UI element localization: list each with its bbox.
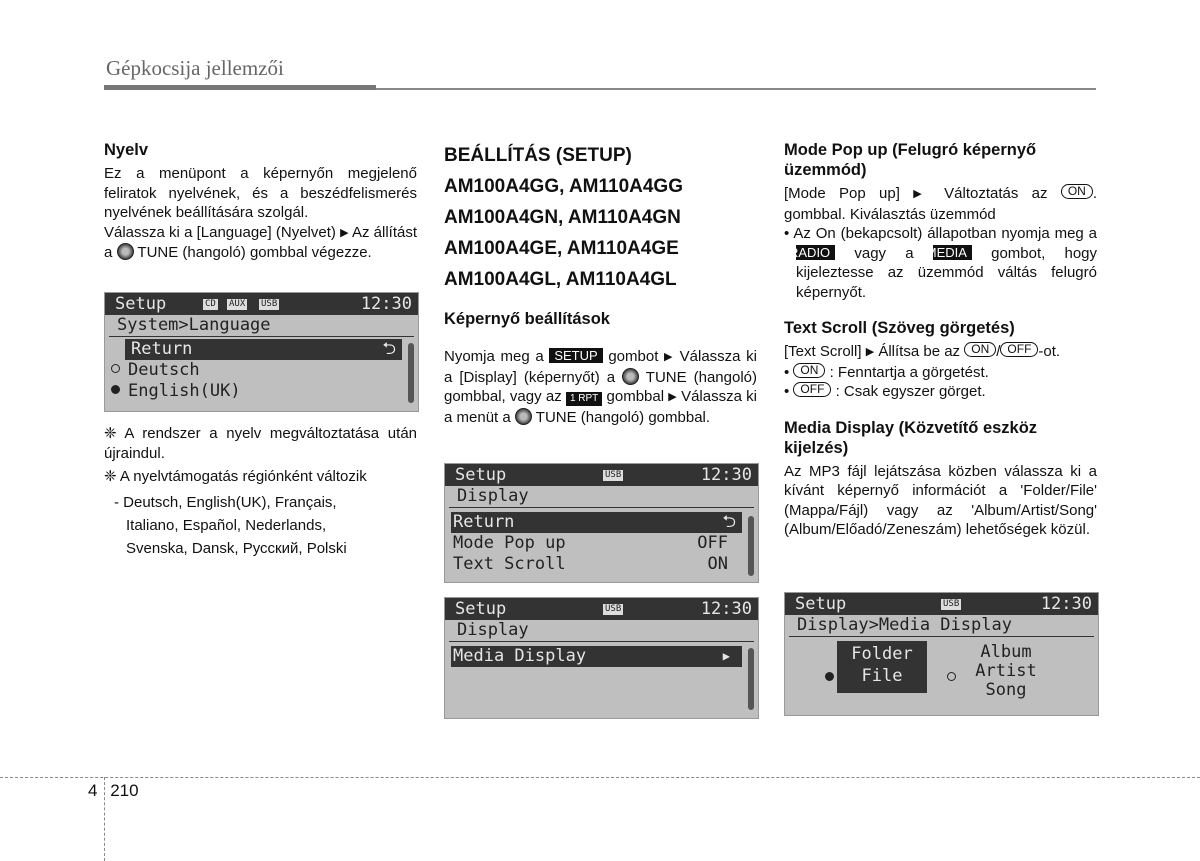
menu-item-text-scroll[interactable]: Text Scroll ON <box>453 554 728 574</box>
screen-path: System>Language <box>109 315 414 337</box>
screen-path: Display>Media Display <box>789 615 1094 637</box>
usb-badge: USB <box>943 599 960 609</box>
option-album-artist-song[interactable]: Album Artist Song <box>975 642 1037 700</box>
model-heading: AM100A4GG, AM110A4GG <box>444 176 683 197</box>
usb-badge: USB <box>261 299 278 309</box>
tune-knob-icon <box>622 368 639 385</box>
arrow-right-icon: ▶ <box>664 351 674 363</box>
radio-icon <box>111 364 120 373</box>
setup-button: SETUP <box>549 348 602 363</box>
paragraph: [Text Scroll] ▶ Állítsa be az ON / OFF -ot. <box>784 342 1061 360</box>
media-display-screen: Setup USB 12:30 Display>Media Display Folder File Album Artist Song <box>784 592 1099 716</box>
radio-icon <box>947 672 956 681</box>
main-heading: BEÁLLÍTÁS (SETUP) <box>444 145 632 166</box>
paragraph: Nyomja meg a SETUP gombot ▶ Válassza ki a [Display] (képernyőt) a TUNE (hangoló) gombbal, vagy az 1 RPT gombbal ▶ Válassza ki a menüt a TUNE (hangoló) gombbal. <box>444 348 757 426</box>
paragraph: [Mode Pop up] ▶ Változtatás az ON . gombbal. Kiválasztás üzemmód <box>784 184 1098 223</box>
header-bar <box>104 85 376 90</box>
note: ❈ A nyelvtámogatás régiónként változik <box>104 468 367 485</box>
column-language <box>104 140 417 263</box>
page-number: 4 210 <box>88 781 139 800</box>
menu-item-return[interactable]: Return ⮌ <box>451 512 742 533</box>
section-heading: Media Display (Közvetítő eszköz kijelzés) <box>784 418 1038 457</box>
footer-rule <box>0 777 1200 778</box>
return-icon: ⮌ <box>722 512 736 532</box>
section-heading: Mode Pop up (Felugró képernyő üzemmód) <box>784 141 1037 179</box>
radio-selected-icon <box>111 385 120 394</box>
return-icon: ⮌ <box>382 339 396 359</box>
note: ❈ A rendszer a nyelv megváltoztatása után újraindul. <box>104 425 417 462</box>
rpt-button: 1 RPT <box>566 392 602 406</box>
notes <box>104 424 417 560</box>
bullet: • ON : Fenntartja a görgetést. <box>784 362 989 381</box>
screen-topbar <box>105 293 418 315</box>
arrow-right-icon: ▶ <box>913 188 931 200</box>
menu-item-deutsch[interactable]: Deutsch <box>105 360 418 381</box>
header-title: Gépkocsija jellemzői <box>106 56 284 80</box>
off-button: OFF <box>793 382 831 397</box>
column-setup <box>444 140 757 427</box>
arrow-right-icon: ▶ <box>865 346 875 358</box>
menu-item-return[interactable]: Return ⮌ <box>125 339 402 360</box>
option-folder-file[interactable]: Folder File <box>837 641 927 693</box>
column-options <box>784 140 1097 540</box>
language-screen <box>104 292 419 412</box>
section-heading: Nyelv <box>104 141 149 159</box>
bullet: • Az On (bekapcsolt) állapotban nyomja meg a RADIO vagy a MEDIA gombot, hogy kijeleztesse az üzemmód váltás felugró képernyőt. <box>784 225 1098 301</box>
display-screen: Setup USB 12:30 Display Return ⮌ Mode Pop up OFF Text Scroll ON <box>444 463 759 583</box>
media-display-menu-screen: Setup USB 12:30 Display Media Display ▶ <box>444 597 759 719</box>
scrollbar[interactable] <box>408 343 414 403</box>
paragraph: Válassza ki a [Language] (Nyelvet) ▶ Az állítást a TUNE (hangoló) gombbal végezze. <box>104 223 418 261</box>
section-heading: Text Scroll (Szöveg görgetés) <box>784 319 1015 337</box>
cd-badge: CD <box>205 299 216 309</box>
media-button: MEDIA <box>933 245 972 260</box>
screen-path: Display <box>449 620 754 642</box>
paragraph: Ez a menüpont a képernyőn megjelenő feliratok nyelvének, és a beszédfelismerés nyelvének beállítására szolgál. <box>104 165 417 221</box>
radio-selected-icon <box>825 672 834 681</box>
usb-badge: USB <box>605 604 622 614</box>
menu-item-media-display[interactable]: Media Display ▶ <box>451 646 742 667</box>
screen-title: Setup <box>115 294 167 314</box>
model-heading: AM100A4GN, AM110A4GN <box>444 207 681 228</box>
scrollbar[interactable] <box>748 648 754 710</box>
on-button: ON <box>793 363 825 378</box>
model-heading: AM100A4GE, AM110A4GE <box>444 238 679 259</box>
paragraph: Az MP3 fájl lejátszása közben válassza ki a kívánt képernyő információt a 'Folder/File' (Mappa/Fájl) vagy az 'Album/Artist/Song' (Album/Előadó/Zeneszám) lehetőségek közül. <box>784 462 1097 538</box>
model-heading: AM100A4GL, AM110A4GL <box>444 269 677 290</box>
on-button: ON <box>964 342 996 357</box>
screen-path: Display <box>449 486 754 508</box>
menu-item-english[interactable]: English(UK) <box>105 381 418 402</box>
usb-badge: USB <box>605 470 622 480</box>
menu-item-mode-popup[interactable]: Mode Pop up OFF <box>453 533 728 553</box>
language-list: - Deutsch, English(UK), Français, Italiano, Español, Nederlands, Svenska, Dansk, Русский, Polski <box>114 493 347 557</box>
arrow-right-icon: ▶ <box>668 391 677 403</box>
screen-clock: 12:30 <box>360 294 412 314</box>
tune-knob-icon <box>117 243 134 260</box>
arrow-right-icon: ▶ <box>722 649 730 663</box>
tune-knob-icon <box>515 408 532 425</box>
header-rule <box>376 88 1096 90</box>
sub-heading: Képernyő beállítások <box>444 310 610 328</box>
off-button: OFF <box>1000 342 1038 357</box>
radio-button: RADIO <box>796 245 835 260</box>
scrollbar[interactable] <box>748 516 754 576</box>
on-button: ON <box>1061 184 1093 199</box>
arrow-right-icon: ▶ <box>340 226 349 239</box>
aux-badge: AUX <box>229 299 246 309</box>
bullet: • OFF : Csak egyszer görget. <box>784 382 986 400</box>
